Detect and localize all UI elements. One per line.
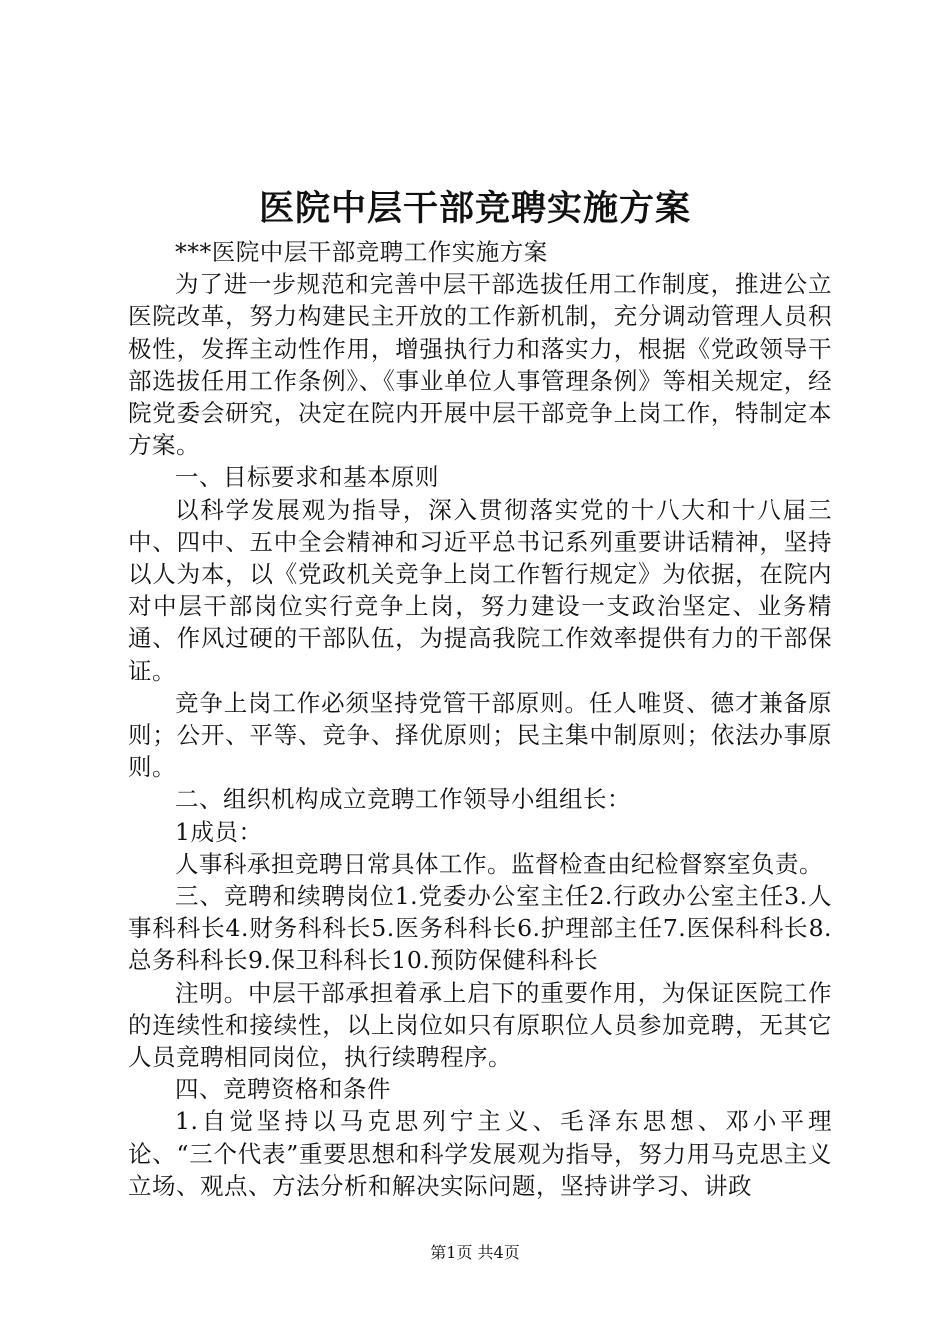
paragraph-note: 注明。中层干部承担着承上启下的重要作用，为保证医院工作的连续性和接续性，以上岗位如只有原职位人员参加竞聘，无其它人员竞聘相同岗位，执行续聘程序。 bbox=[128, 978, 832, 1072]
section-heading-3-positions: 三、竞聘和续聘岗位1.党委办公室主任2.行政办公室主任3.人事科科长4.财务科科长5.医务科科长6.护理部主任7.医保科科长8.总务科科长9.保卫科科长10.预防保健科科长 bbox=[128, 882, 832, 975]
paragraph-qualification-1: 1.自觉坚持以马克思列宁主义、毛泽东思想、邓小平理论、“三个代表”重要思想和科学发展观为指导，努力用马克思主义立场、观点、方法分析和解决实际问题，坚持讲学习、讲政 bbox=[128, 1107, 832, 1200]
paragraph-members: 1成员： bbox=[175, 817, 263, 846]
paragraph-intro: 为了进一步规范和完善中层干部选拔任用工作制度，推进公立医院改革，努力构建民主开放的工作新机制，充分调动管理人员积极性，发挥主动性作用，增强执行力和落实力，根据《党政领导干部选拔任用工作条例》、《事业单位人事管理条例》等相关规定，经院党委会研究，决定在院内开展中层干部竞争上岗工作，特制定本方案。 bbox=[128, 270, 832, 460]
section-heading-4: 四、竞聘资格和条件 bbox=[175, 1075, 391, 1104]
section-heading-1: 一、目标要求和基本原则 bbox=[175, 463, 439, 492]
paragraph-subtitle: ***医院中层干部竞聘工作实施方案 bbox=[175, 238, 548, 266]
paragraph-hr-duty: 人事科承担竞聘日常具体工作。监督检查由纪检督察室负责。 bbox=[175, 849, 823, 878]
section-heading-2: 二、组织机构成立竞聘工作领导小组组长： bbox=[175, 785, 631, 814]
page-footer: 第1页 共4页 bbox=[430, 1243, 520, 1262]
paragraph-principles: 竞争上岗工作必须坚持党管干部原则。任人唯贤、德才兼备原则；公开、平等、竞争、择优原则；民主集中制原则；依法办事原则。 bbox=[128, 688, 832, 782]
document-body bbox=[128, 236, 832, 1202]
paragraph-guideline: 以科学发展观为指导，深入贯彻落实党的十八大和十八届三中、四中、五中全会精神和习近平总书记系列重要讲话精神，坚持以人为本，以《党政机关竞争上岗工作暂行规定》为依据，在院内对中层干部岗位实行竞争上岗，努力建设一支政治坚定、业务精通、作风过硬的干部队伍，为提高我院工作效率提供有力的干部保证。 bbox=[128, 495, 832, 685]
document-title: 医院中层干部竞聘实施方案 bbox=[258, 188, 691, 229]
